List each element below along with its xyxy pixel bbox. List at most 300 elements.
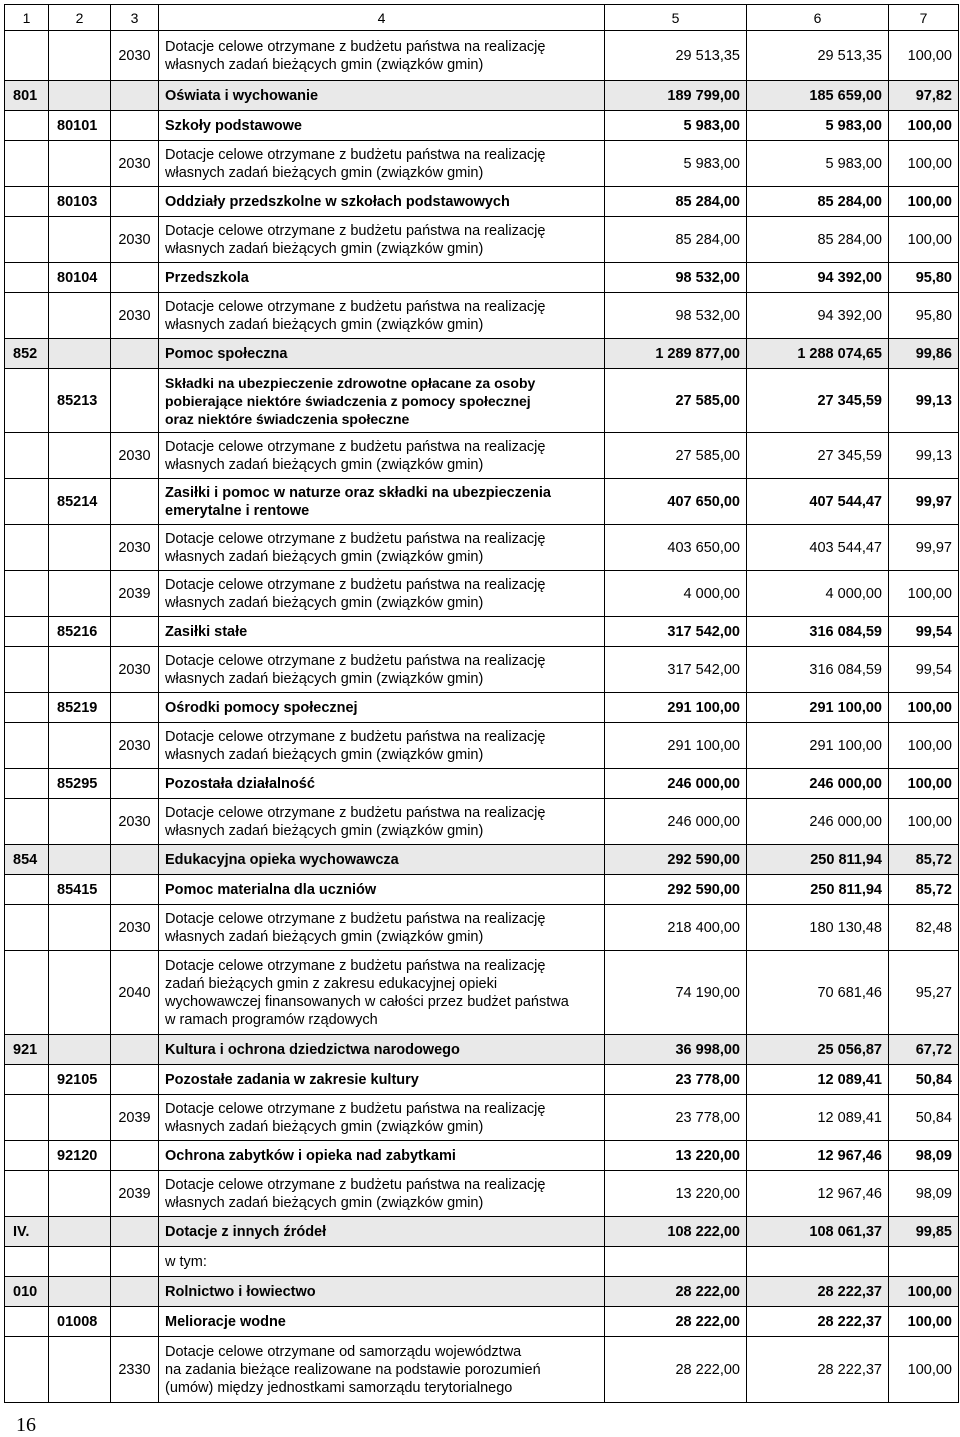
paragraf-cell <box>111 845 159 875</box>
opis-cell <box>159 1217 605 1247</box>
opis-line: Szkoły podstawowe <box>165 117 302 134</box>
opis-line: własnych zadań bieżących gmin (związków gmin) <box>165 928 484 945</box>
opis-cell <box>159 141 605 187</box>
header-cell: 2 <box>49 5 111 31</box>
dzial-cell <box>5 1095 49 1141</box>
header-cell: 4 <box>159 5 605 31</box>
table-row <box>5 263 959 293</box>
procent-cell: 100,00 <box>889 141 959 187</box>
paragraf-cell: 2030 <box>111 217 159 263</box>
procent-cell: 99,13 <box>889 369 959 433</box>
plan-cell: 1 289 877,00 <box>605 339 747 369</box>
table-row <box>5 617 959 647</box>
table-row <box>5 693 959 723</box>
rozdzial-cell: 85213 <box>49 369 111 433</box>
opis-line: Dotacje celowe otrzymane z budżetu państwa na realizację <box>165 298 546 315</box>
plan-cell: 28 222,00 <box>605 1307 747 1337</box>
wykonanie-cell: 12 967,46 <box>747 1141 889 1171</box>
procent-cell: 99,13 <box>889 433 959 479</box>
procent-cell: 99,97 <box>889 479 959 525</box>
wykonanie-cell: 28 222,37 <box>747 1307 889 1337</box>
rozdzial-cell: 01008 <box>49 1307 111 1337</box>
wykonanie-cell: 291 100,00 <box>747 723 889 769</box>
procent-cell: 99,97 <box>889 525 959 571</box>
opis-cell <box>159 1065 605 1095</box>
opis-line: Zasiłki i pomoc w naturze oraz składki na ubezpieczenia <box>165 484 551 501</box>
opis-cell <box>159 905 605 951</box>
dzial-cell <box>5 905 49 951</box>
opis-line: własnych zadań bieżących gmin (związków gmin) <box>165 56 484 73</box>
opis-cell <box>159 31 605 81</box>
opis-line: własnych zadań bieżących gmin (związków gmin) <box>165 1118 484 1135</box>
procent-cell: 100,00 <box>889 571 959 617</box>
paragraf-cell: 2030 <box>111 31 159 81</box>
plan-cell: 74 190,00 <box>605 951 747 1035</box>
opis-cell <box>159 187 605 217</box>
opis-cell <box>159 1247 605 1277</box>
plan-cell: 403 650,00 <box>605 525 747 571</box>
table-row <box>5 111 959 141</box>
opis-line: Dotacje celowe otrzymane z budżetu państwa na realizację <box>165 1100 546 1117</box>
rozdzial-cell: 85216 <box>49 617 111 647</box>
procent-cell: 97,82 <box>889 81 959 111</box>
table-row <box>5 951 959 1035</box>
opis-cell <box>159 723 605 769</box>
header-cell: 3 <box>111 5 159 31</box>
procent-cell: 99,54 <box>889 617 959 647</box>
opis-line: Dotacje celowe otrzymane z budżetu państwa na realizację <box>165 910 546 927</box>
paragraf-cell <box>111 1247 159 1277</box>
table-row <box>5 571 959 617</box>
table-row <box>5 799 959 845</box>
opis-line: Ochrona zabytków i opieka nad zabytkami <box>165 1147 456 1164</box>
opis-line: na zadania bieżące realizowane na podstawie porozumień <box>165 1361 541 1378</box>
dzial-cell <box>5 293 49 339</box>
procent-cell: 100,00 <box>889 1277 959 1307</box>
rozdzial-cell: 85295 <box>49 769 111 799</box>
paragraf-cell: 2030 <box>111 647 159 693</box>
table-row <box>5 1065 959 1095</box>
opis-line: Oświata i wychowanie <box>165 87 319 104</box>
dzial-cell: 010 <box>5 1277 49 1307</box>
table-row <box>5 845 959 875</box>
paragraf-cell <box>111 1217 159 1247</box>
table-row <box>5 723 959 769</box>
dzial-cell <box>5 217 49 263</box>
plan-cell: 108 222,00 <box>605 1217 747 1247</box>
paragraf-cell <box>111 339 159 369</box>
rozdzial-cell <box>49 1337 111 1403</box>
procent-cell: 95,80 <box>889 293 959 339</box>
rozdzial-cell: 85415 <box>49 875 111 905</box>
plan-cell <box>605 1247 747 1277</box>
wykonanie-cell: 4 000,00 <box>747 571 889 617</box>
wykonanie-cell: 250 811,94 <box>747 845 889 875</box>
opis-line: w ramach programów rządowych <box>165 1011 378 1028</box>
procent-cell: 100,00 <box>889 1307 959 1337</box>
opis-line: zadań bieżących gmin z zakresu edukacyjnej opieki <box>165 975 498 992</box>
table-row <box>5 875 959 905</box>
opis-line: Pomoc materialna dla uczniów <box>165 881 377 898</box>
table-row <box>5 1307 959 1337</box>
opis-line: w tym: <box>165 1253 207 1270</box>
table-row <box>5 141 959 187</box>
table-row <box>5 369 959 433</box>
procent-cell <box>889 1247 959 1277</box>
procent-cell: 100,00 <box>889 693 959 723</box>
rozdzial-cell <box>49 433 111 479</box>
opis-cell <box>159 293 605 339</box>
dzial-cell <box>5 1171 49 1217</box>
opis-line: Dotacje celowe otrzymane z budżetu państwa na realizację <box>165 438 546 455</box>
wykonanie-cell: 5 983,00 <box>747 111 889 141</box>
procent-cell: 50,84 <box>889 1095 959 1141</box>
opis-line: Dotacje celowe otrzymane z budżetu państwa na realizację <box>165 38 546 55</box>
wykonanie-cell: 246 000,00 <box>747 799 889 845</box>
opis-cell <box>159 479 605 525</box>
header-cell: 6 <box>747 5 889 31</box>
rozdzial-cell: 92105 <box>49 1065 111 1095</box>
opis-line: Dotacje celowe otrzymane z budżetu państwa na realizację <box>165 530 546 547</box>
dzial-cell <box>5 31 49 81</box>
dzial-cell <box>5 769 49 799</box>
procent-cell: 95,80 <box>889 263 959 293</box>
opis-cell <box>159 769 605 799</box>
rozdzial-cell <box>49 31 111 81</box>
opis-line: Dotacje celowe otrzymane z budżetu państwa na realizację <box>165 222 546 239</box>
table-row <box>5 339 959 369</box>
dzial-cell <box>5 1337 49 1403</box>
opis-cell <box>159 81 605 111</box>
table-row <box>5 1247 959 1277</box>
opis-cell <box>159 1141 605 1171</box>
plan-cell: 246 000,00 <box>605 769 747 799</box>
header-cell: 7 <box>889 5 959 31</box>
plan-cell: 317 542,00 <box>605 617 747 647</box>
opis-line: własnych zadań bieżących gmin (związków gmin) <box>165 548 484 565</box>
wykonanie-cell: 85 284,00 <box>747 187 889 217</box>
paragraf-cell <box>111 769 159 799</box>
paragraf-cell <box>111 111 159 141</box>
dzial-cell <box>5 617 49 647</box>
opis-line: Składki na ubezpieczenie zdrowotne opłacane za osoby <box>165 374 536 391</box>
rozdzial-cell <box>49 217 111 263</box>
rozdzial-cell <box>49 293 111 339</box>
opis-cell <box>159 647 605 693</box>
plan-cell: 317 542,00 <box>605 647 747 693</box>
opis-cell <box>159 433 605 479</box>
opis-line: Kultura i ochrona dziedzictwa narodowego <box>165 1041 460 1058</box>
paragraf-cell <box>111 369 159 433</box>
procent-cell: 100,00 <box>889 769 959 799</box>
procent-cell: 99,54 <box>889 647 959 693</box>
paragraf-cell <box>111 1307 159 1337</box>
table-row <box>5 31 959 81</box>
opis-line: wychowawczej finansowanych w całości przez budżet państwa <box>165 993 569 1010</box>
opis-cell <box>159 369 605 433</box>
paragraf-cell <box>111 875 159 905</box>
opis-cell <box>159 799 605 845</box>
plan-cell: 292 590,00 <box>605 845 747 875</box>
table-row <box>5 217 959 263</box>
plan-cell: 13 220,00 <box>605 1171 747 1217</box>
table-row <box>5 905 959 951</box>
table-row <box>5 525 959 571</box>
dzial-cell <box>5 479 49 525</box>
opis-line: własnych zadań bieżących gmin (związków gmin) <box>165 456 484 473</box>
rozdzial-cell <box>49 951 111 1035</box>
plan-cell: 218 400,00 <box>605 905 747 951</box>
paragraf-cell <box>111 479 159 525</box>
opis-cell <box>159 875 605 905</box>
dzial-cell <box>5 693 49 723</box>
procent-cell: 98,09 <box>889 1171 959 1217</box>
wykonanie-cell: 12 089,41 <box>747 1065 889 1095</box>
wykonanie-cell: 246 000,00 <box>747 769 889 799</box>
opis-line: Dotacje celowe otrzymane z budżetu państwa na realizację <box>165 1176 546 1193</box>
table-row <box>5 1277 959 1307</box>
table-row <box>5 293 959 339</box>
paragraf-cell: 2030 <box>111 293 159 339</box>
paragraf-cell: 2039 <box>111 571 159 617</box>
rozdzial-cell <box>49 525 111 571</box>
wykonanie-cell: 1 288 074,65 <box>747 339 889 369</box>
wykonanie-cell: 5 983,00 <box>747 141 889 187</box>
table-row <box>5 1035 959 1065</box>
opis-cell <box>159 525 605 571</box>
plan-cell: 85 284,00 <box>605 187 747 217</box>
opis-cell <box>159 339 605 369</box>
opis-line: własnych zadań bieżących gmin (związków gmin) <box>165 670 484 687</box>
rozdzial-cell <box>49 723 111 769</box>
rozdzial-cell: 85219 <box>49 693 111 723</box>
dzial-cell <box>5 369 49 433</box>
wykonanie-cell: 28 222,37 <box>747 1337 889 1403</box>
page-number: 16 <box>16 1414 36 1436</box>
budget-table <box>4 4 959 1403</box>
opis-line: Oddziały przedszkolne w szkołach podstawowych <box>165 193 510 210</box>
paragraf-cell: 2030 <box>111 433 159 479</box>
dzial-cell <box>5 1065 49 1095</box>
plan-cell: 292 590,00 <box>605 875 747 905</box>
opis-line: Ośrodki pomocy społecznej <box>165 699 358 716</box>
rozdzial-cell: 80104 <box>49 263 111 293</box>
opis-cell <box>159 1307 605 1337</box>
wykonanie-cell: 185 659,00 <box>747 81 889 111</box>
opis-cell <box>159 111 605 141</box>
opis-cell <box>159 617 605 647</box>
table-row <box>5 1141 959 1171</box>
opis-line: Pomoc społeczna <box>165 345 288 362</box>
dzial-cell <box>5 875 49 905</box>
dzial-cell: 852 <box>5 339 49 369</box>
paragraf-cell <box>111 1035 159 1065</box>
opis-line: własnych zadań bieżących gmin (związków gmin) <box>165 164 484 181</box>
plan-cell: 27 585,00 <box>605 369 747 433</box>
plan-cell: 29 513,35 <box>605 31 747 81</box>
procent-cell: 85,72 <box>889 875 959 905</box>
opis-line: Przedszkola <box>165 269 249 286</box>
opis-cell <box>159 263 605 293</box>
procent-cell: 100,00 <box>889 31 959 81</box>
opis-line: Zasiłki stałe <box>165 623 248 640</box>
header-cell: 5 <box>605 5 747 31</box>
paragraf-cell: 2030 <box>111 141 159 187</box>
opis-cell <box>159 1171 605 1217</box>
dzial-cell <box>5 141 49 187</box>
rozdzial-cell <box>49 141 111 187</box>
opis-line: Pozostałe zadania w zakresie kultury <box>165 1071 419 1088</box>
dzial-cell <box>5 799 49 845</box>
wykonanie-cell: 29 513,35 <box>747 31 889 81</box>
opis-line: własnych zadań bieżących gmin (związków gmin) <box>165 1194 484 1211</box>
plan-cell: 28 222,00 <box>605 1277 747 1307</box>
wykonanie-cell: 316 084,59 <box>747 647 889 693</box>
opis-line: własnych zadań bieżących gmin (związków gmin) <box>165 240 484 257</box>
wykonanie-cell: 180 130,48 <box>747 905 889 951</box>
rozdzial-cell <box>49 339 111 369</box>
paragraf-cell: 2330 <box>111 1337 159 1403</box>
opis-cell <box>159 571 605 617</box>
table-row <box>5 433 959 479</box>
table-row <box>5 769 959 799</box>
rozdzial-cell: 80101 <box>49 111 111 141</box>
dzial-cell <box>5 723 49 769</box>
plan-cell: 407 650,00 <box>605 479 747 525</box>
wykonanie-cell: 403 544,47 <box>747 525 889 571</box>
opis-cell <box>159 1337 605 1403</box>
paragraf-cell <box>111 187 159 217</box>
table-row <box>5 1095 959 1141</box>
table-row <box>5 81 959 111</box>
wykonanie-cell: 291 100,00 <box>747 693 889 723</box>
plan-cell: 13 220,00 <box>605 1141 747 1171</box>
opis-line: Melioracje wodne <box>165 1313 286 1330</box>
paragraf-cell: 2040 <box>111 951 159 1035</box>
opis-line: Pozostała działalność <box>165 775 315 792</box>
opis-line: Dotacje celowe otrzymane od samorządu województwa <box>165 1343 522 1360</box>
paragraf-cell <box>111 1065 159 1095</box>
procent-cell: 98,09 <box>889 1141 959 1171</box>
opis-line: pobierające niektóre świadczenia z pomocy społecznej <box>165 392 531 409</box>
dzial-cell <box>5 1141 49 1171</box>
wykonanie-cell: 94 392,00 <box>747 263 889 293</box>
plan-cell: 291 100,00 <box>605 693 747 723</box>
opis-cell <box>159 1277 605 1307</box>
opis-line: własnych zadań bieżących gmin (związków gmin) <box>165 594 484 611</box>
paragraf-cell <box>111 1277 159 1307</box>
procent-cell: 100,00 <box>889 723 959 769</box>
wykonanie-cell <box>747 1247 889 1277</box>
opis-cell <box>159 951 605 1035</box>
dzial-cell <box>5 187 49 217</box>
opis-line: Rolnictwo i łowiectwo <box>165 1283 316 1300</box>
table-row <box>5 1217 959 1247</box>
paragraf-cell <box>111 617 159 647</box>
table-row <box>5 647 959 693</box>
procent-cell: 99,85 <box>889 1217 959 1247</box>
dzial-cell <box>5 111 49 141</box>
dzial-cell <box>5 647 49 693</box>
table-row <box>5 1171 959 1217</box>
opis-line: własnych zadań bieżących gmin (związków gmin) <box>165 822 484 839</box>
opis-line: własnych zadań bieżących gmin (związków gmin) <box>165 746 484 763</box>
rozdzial-cell <box>49 905 111 951</box>
opis-line: własnych zadań bieżących gmin (związków gmin) <box>165 316 484 333</box>
procent-cell: 95,27 <box>889 951 959 1035</box>
opis-line: oraz niektóre świadczenia społeczne <box>165 410 410 427</box>
opis-line: Edukacyjna opieka wychowawcza <box>165 851 399 868</box>
dzial-cell: 854 <box>5 845 49 875</box>
opis-line: Dotacje celowe otrzymane z budżetu państwa na realizację <box>165 576 546 593</box>
opis-line: emerytalne i rentowe <box>165 502 310 519</box>
header-cell: 1 <box>5 5 49 31</box>
opis-line: Dotacje z innych źródeł <box>165 1223 327 1240</box>
rozdzial-cell: 80103 <box>49 187 111 217</box>
plan-cell: 85 284,00 <box>605 217 747 263</box>
opis-line: Dotacje celowe otrzymane z budżetu państwa na realizację <box>165 957 546 974</box>
rozdzial-cell <box>49 1247 111 1277</box>
rozdzial-cell <box>49 1171 111 1217</box>
procent-cell: 100,00 <box>889 187 959 217</box>
paragraf-cell: 2030 <box>111 525 159 571</box>
procent-cell: 85,72 <box>889 845 959 875</box>
rozdzial-cell <box>49 1035 111 1065</box>
plan-cell: 23 778,00 <box>605 1095 747 1141</box>
table-row <box>5 479 959 525</box>
dzial-cell <box>5 571 49 617</box>
rozdzial-cell <box>49 81 111 111</box>
dzial-cell <box>5 951 49 1035</box>
table-row <box>5 187 959 217</box>
dzial-cell <box>5 1247 49 1277</box>
paragraf-cell: 2039 <box>111 1095 159 1141</box>
plan-cell: 291 100,00 <box>605 723 747 769</box>
plan-cell: 5 983,00 <box>605 111 747 141</box>
paragraf-cell <box>111 81 159 111</box>
table-row <box>5 1337 959 1403</box>
opis-line: Dotacje celowe otrzymane z budżetu państwa na realizację <box>165 804 546 821</box>
paragraf-cell <box>111 1141 159 1171</box>
paragraf-cell: 2030 <box>111 799 159 845</box>
plan-cell: 23 778,00 <box>605 1065 747 1095</box>
rozdzial-cell <box>49 647 111 693</box>
wykonanie-cell: 12 967,46 <box>747 1171 889 1217</box>
plan-cell: 98 532,00 <box>605 263 747 293</box>
procent-cell: 99,86 <box>889 339 959 369</box>
procent-cell: 100,00 <box>889 1337 959 1403</box>
opis-cell <box>159 845 605 875</box>
opis-cell <box>159 217 605 263</box>
paragraf-cell: 2039 <box>111 1171 159 1217</box>
wykonanie-cell: 12 089,41 <box>747 1095 889 1141</box>
procent-cell: 50,84 <box>889 1065 959 1095</box>
opis-cell <box>159 693 605 723</box>
rozdzial-cell: 85214 <box>49 479 111 525</box>
procent-cell: 100,00 <box>889 799 959 845</box>
plan-cell: 246 000,00 <box>605 799 747 845</box>
plan-cell: 27 585,00 <box>605 433 747 479</box>
paragraf-cell <box>111 263 159 293</box>
opis-line: Dotacje celowe otrzymane z budżetu państwa na realizację <box>165 728 546 745</box>
opis-cell <box>159 1035 605 1065</box>
rozdzial-cell <box>49 1095 111 1141</box>
procent-cell: 100,00 <box>889 217 959 263</box>
table-header-row <box>5 5 959 31</box>
wykonanie-cell: 27 345,59 <box>747 369 889 433</box>
wykonanie-cell: 27 345,59 <box>747 433 889 479</box>
dzial-cell <box>5 1307 49 1337</box>
